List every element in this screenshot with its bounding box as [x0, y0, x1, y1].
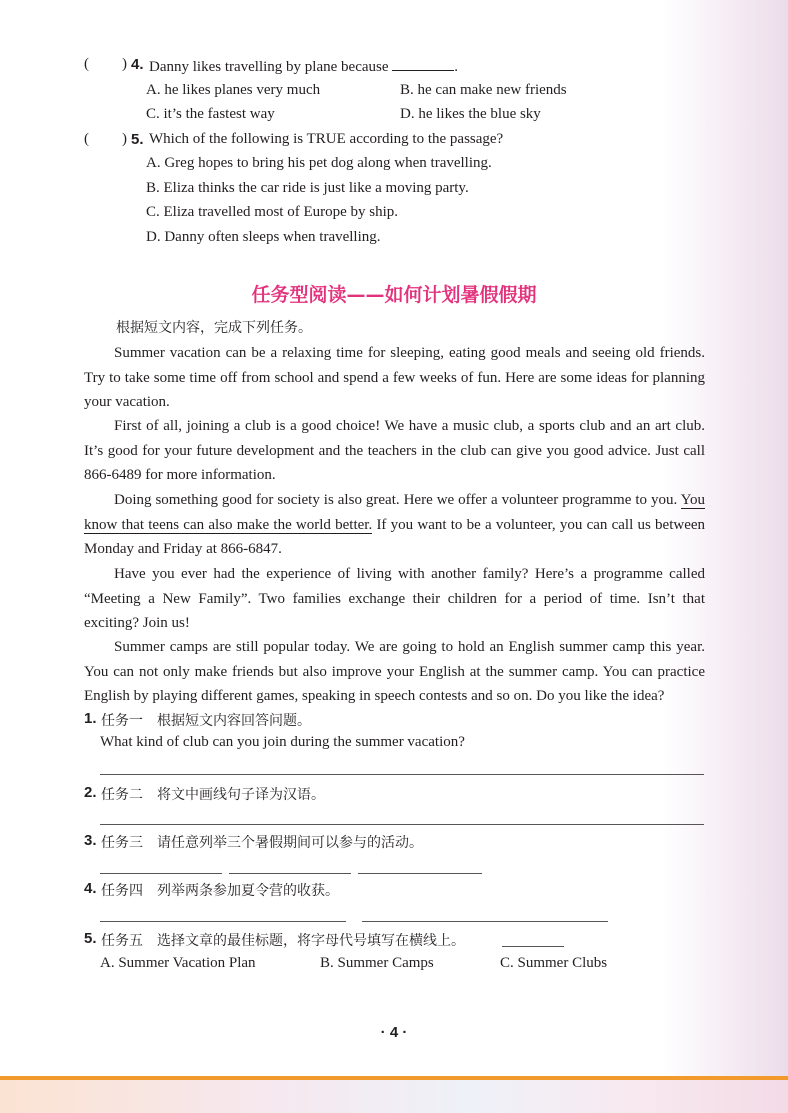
task-3-answer-line-1[interactable] — [100, 873, 222, 874]
passage-paragraph-2: First of all, joining a club is a good choice! We have a music club, a sports club and an art club. It’s good for your future development and the teachers in the club can give you good advice. Just call 866-6489 for more information. — [84, 418, 705, 483]
underlined-sentence: You know that teens can also make the world better. — [84, 492, 705, 533]
q4-number: 4. — [131, 56, 144, 73]
task-4-number: 4. — [84, 880, 97, 897]
q4-stem — [149, 56, 458, 76]
q4-answer-blank[interactable] — [392, 56, 454, 71]
task-5-answer-blank[interactable] — [502, 946, 564, 947]
q4-option-a: A. he likes planes very much — [146, 82, 321, 98]
q5-option-a: A. Greg hopes to bring his pet dog along when travelling. — [146, 155, 492, 171]
task-4-answer-line-1[interactable] — [100, 921, 346, 922]
passage-p3-end: If you want to be a volunteer, you can call us between Monday and Friday at 866-6847. — [84, 516, 706, 557]
task-3-answer-line-2[interactable] — [229, 873, 351, 874]
passage-paragraph-3 — [84, 488, 705, 562]
section-instruction: 根据短文内容，完成下列任务。 — [116, 320, 312, 336]
q5-paren-close: ) — [122, 131, 127, 147]
task-4-text: 任务四 列举两条参加夏令营的收获。 — [101, 883, 339, 899]
q4-option-c: C. it’s the fastest way — [146, 106, 275, 122]
passage-paragraph-1: Summer vacation can be a relaxing time for sleeping, eating good meals and seeing old friends. Try to take some time off from school and spend a few weeks of fun. Here are some ideas for planning your vacation. — [84, 345, 705, 410]
task-5-number: 5. — [84, 930, 97, 947]
task-1-answer-line[interactable] — [100, 774, 704, 775]
task-1-question: What kind of club can you join during the summer vacation? — [100, 734, 465, 750]
task-3-text: 任务三 请任意列举三个暑假期间可以参与的活动。 — [101, 835, 423, 851]
q4-stem-text: Danny likes travelling by plane because — [149, 59, 389, 75]
q5-option-b: B. Eliza thinks the car ride is just like a moving party. — [146, 180, 469, 196]
task-4-answer-line-2[interactable] — [362, 921, 608, 922]
task-3-number: 3. — [84, 832, 97, 849]
task-2-answer-line[interactable] — [100, 824, 704, 825]
task-1-number: 1. — [84, 710, 97, 727]
passage-p3-start: Doing something good for society is also great. Here we offer a volunteer programme to you. — [114, 492, 678, 508]
page-number: · 4 · — [380, 1024, 408, 1041]
q5-number: 5. — [131, 131, 144, 148]
q5-paren-open: ( — [84, 131, 89, 147]
q5-option-d: D. Danny often sleeps when travelling. — [146, 229, 381, 245]
task-5-option-c: C. Summer Clubs — [500, 955, 608, 971]
q5-stem: Which of the following is TRUE according to the passage? — [149, 131, 504, 147]
q4-paren-close: ) — [122, 56, 127, 72]
q4-option-b: B. he can make new friends — [400, 82, 567, 98]
section-title: 任务型阅读——如何计划暑假假期 — [251, 284, 537, 306]
task-5-option-a: A. Summer Vacation Plan — [100, 955, 256, 971]
task-3-answer-line-3[interactable] — [358, 873, 482, 874]
q4-paren-open: ( — [84, 56, 89, 72]
passage-paragraph-4: Have you ever had the experience of living with another family? Here’s a programme called “Meeting a New Family”. Two families exchange their children for a period of time. Isn’t that exciting? Join us! — [84, 566, 705, 631]
passage-paragraph-5: Summer camps are still popular today. We are going to hold an English summer camp this year. You can not only make friends but also improve your English at the summer camp. You can practice English by playing different games, speaking in speech contests and so on. Do you like the idea? — [84, 639, 705, 704]
task-5-option-b: B. Summer Camps — [320, 955, 434, 971]
task-2-number: 2. — [84, 784, 97, 801]
q4-option-d: D. he likes the blue sky — [400, 106, 541, 122]
q4-stem-end: . — [454, 59, 459, 75]
task-1-text: 任务一 根据短文内容回答问题。 — [101, 713, 311, 729]
task-5-text: 任务五 选择文章的最佳标题，将字母代号填写在横线上。 — [101, 933, 465, 949]
q5-option-c: C. Eliza travelled most of Europe by ship. — [146, 204, 399, 220]
task-2-text: 任务二 将文中画线句子译为汉语。 — [101, 787, 325, 803]
